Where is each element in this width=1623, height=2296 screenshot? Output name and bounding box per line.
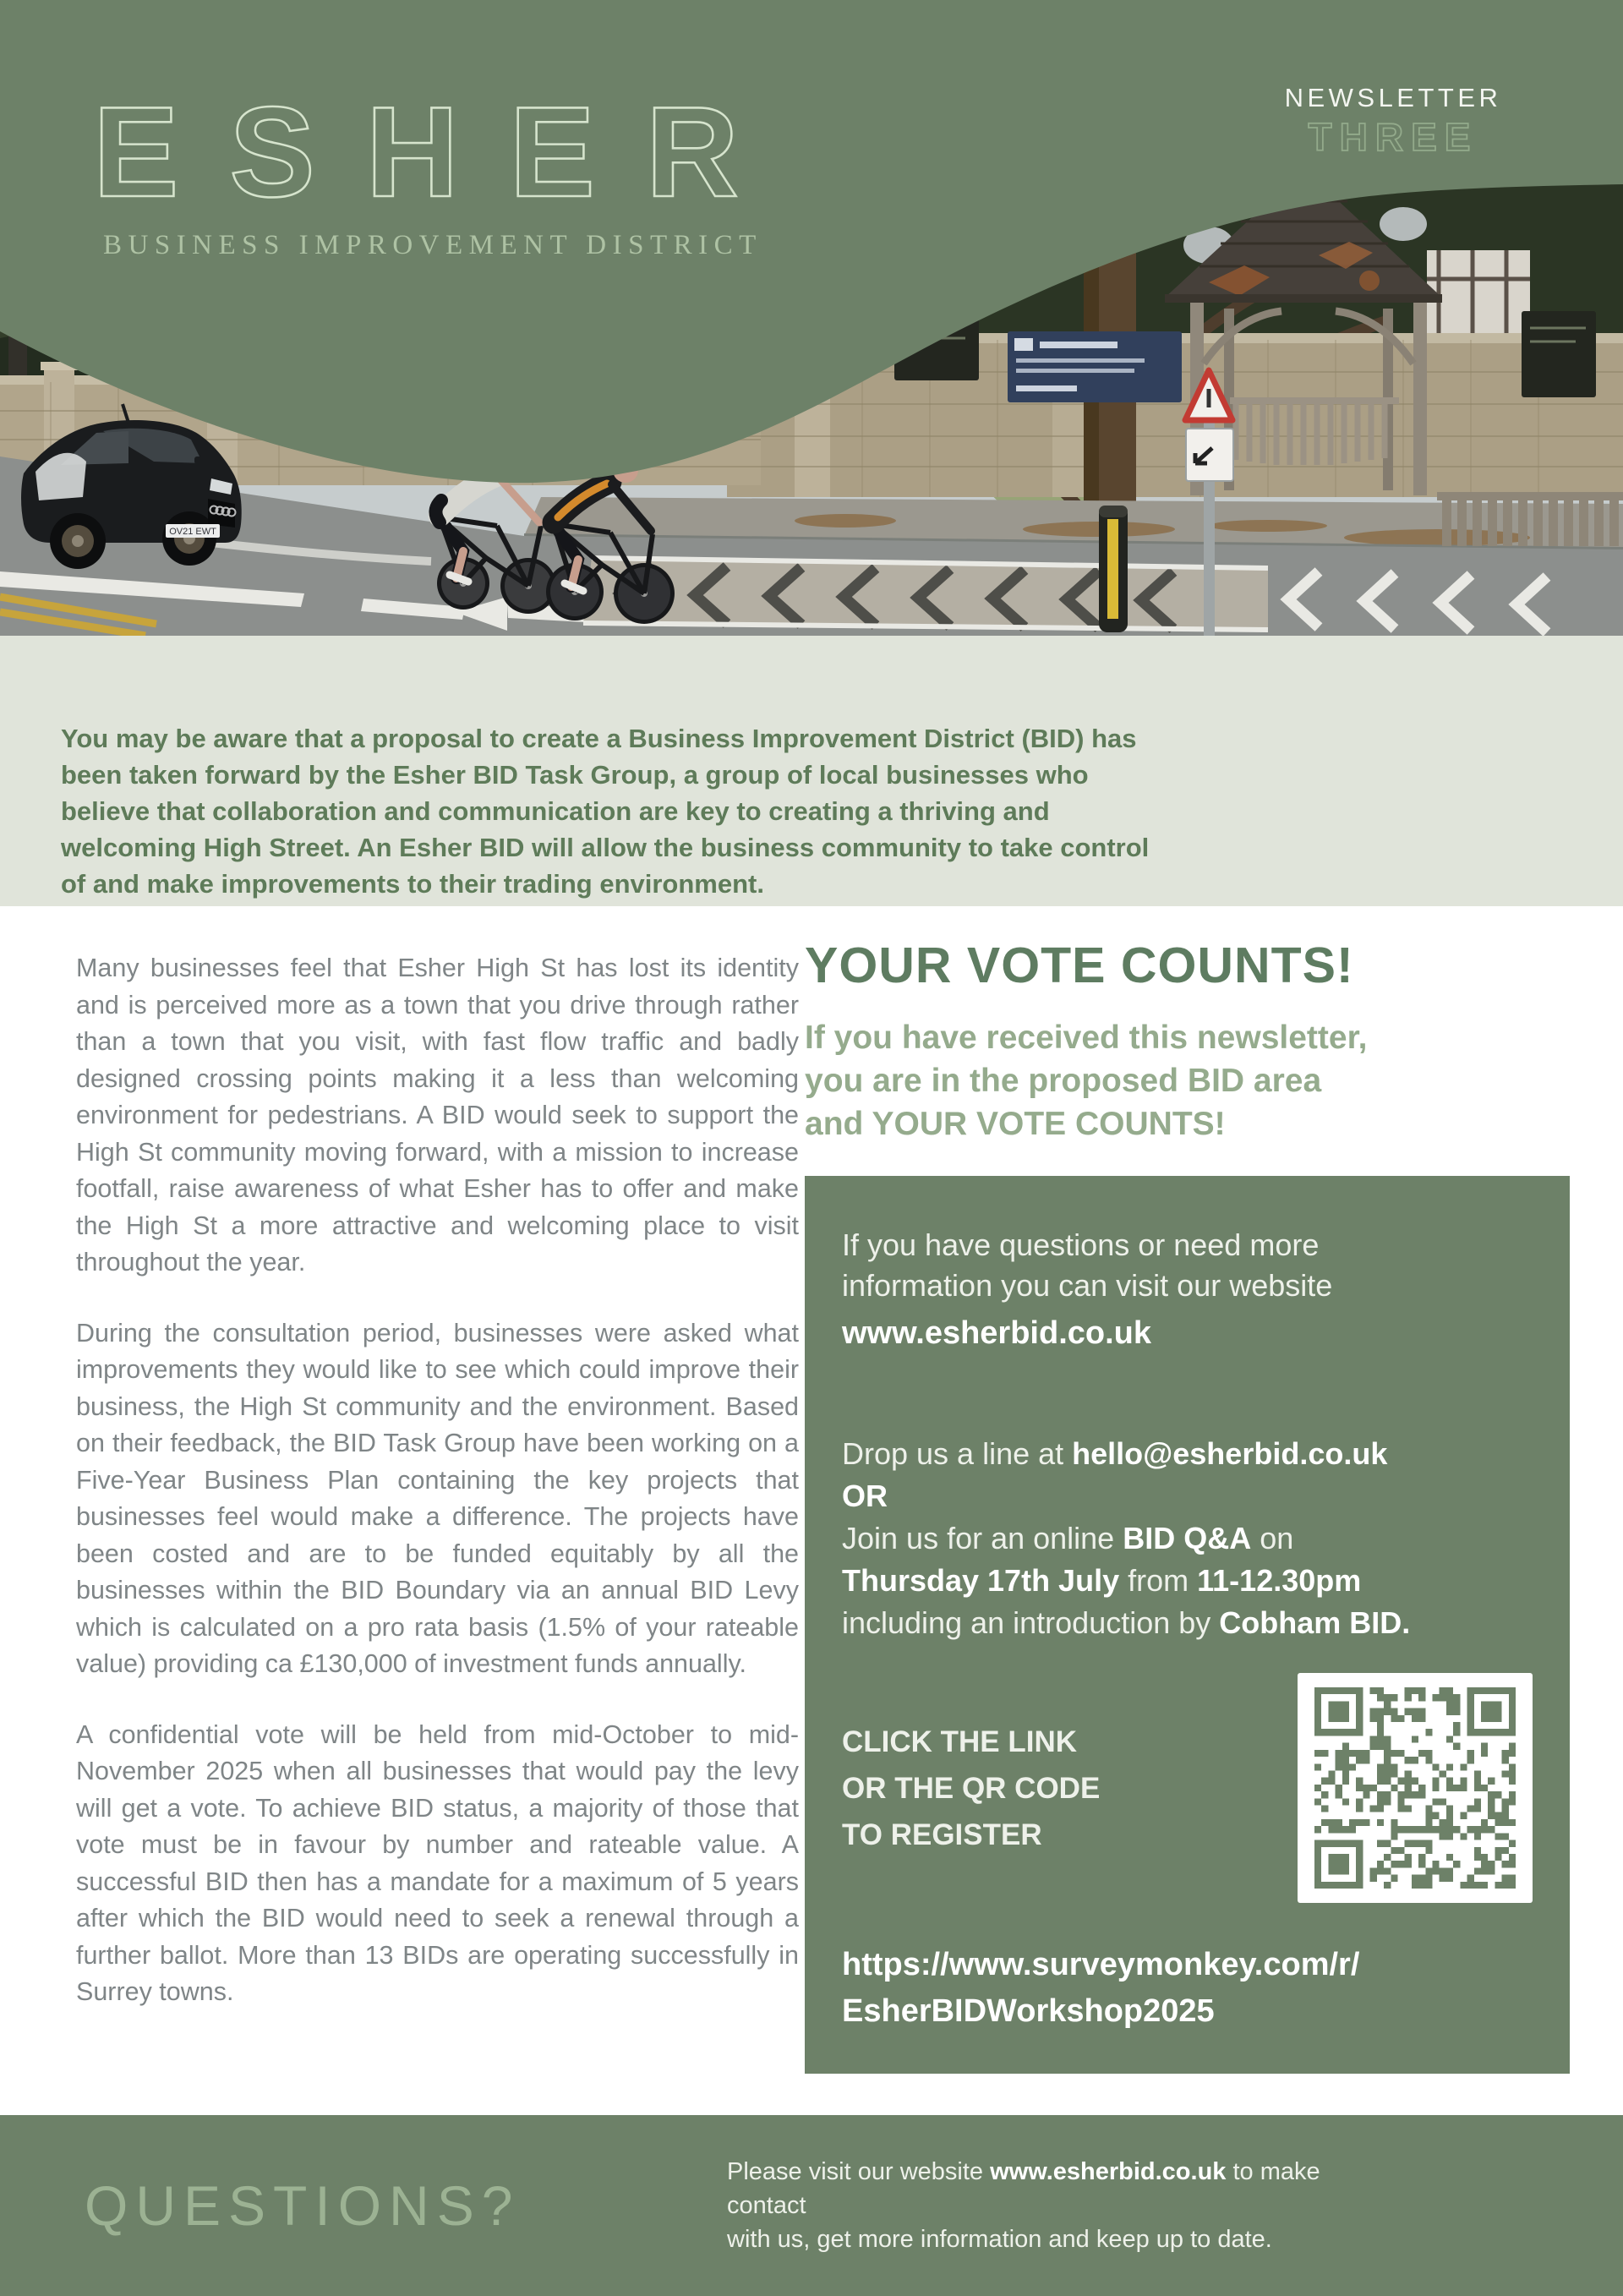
- main-content: [0, 906, 1623, 2115]
- register-row: [842, 1673, 1533, 1903]
- or-label: OR: [842, 1479, 888, 1513]
- email-line: [842, 1433, 1533, 1475]
- vote-subheading-line: If you have received this newsletter,: [805, 1020, 1368, 1056]
- register-cta-line: CLICK THE LINK: [842, 1725, 1078, 1758]
- survey-url-line: https://www.surveymonkey.com/r/: [842, 1947, 1360, 1982]
- article-column: [76, 950, 799, 2045]
- register-cta: [842, 1719, 1269, 1858]
- event-time: 11-12.30pm: [1197, 1563, 1362, 1598]
- questions-heading: QUESTIONS?: [85, 2174, 521, 2237]
- vote-column: [805, 937, 1570, 2074]
- email-line-prefix: Drop us a line at: [842, 1436, 1073, 1471]
- event-date: Thursday 17th July: [842, 1563, 1120, 1598]
- info-box: [805, 1176, 1570, 2074]
- contact-block: [842, 1433, 1533, 1644]
- intro-band: [0, 636, 1623, 906]
- qa-label: BID Q&A: [1123, 1521, 1252, 1555]
- banner-sign: [1008, 331, 1182, 402]
- paragraph-3: A confidential vote will be held from mid-October to mid-November 2025 when all businesses that would pay the levy will get a vote. To achieve BID status, a majority of those that vote must be in favour by number and rateable value. A successful BID then has a mandate for a maximum of 5 years after which the BID would need to seek a renewal through a further ballot. More than 13 BIDs are operating successfully in Surrey towns.: [76, 1719, 799, 2006]
- newsletter-label: NEWSLETTER: [1284, 83, 1502, 112]
- website-link[interactable]: www.esherbid.co.uk: [842, 1315, 1152, 1351]
- qa-line: Join us for an online BID Q&A on: [842, 1521, 1294, 1555]
- register-cta-line: OR THE QR CODE: [842, 1771, 1101, 1805]
- header: [0, 0, 1623, 636]
- date-line: Thursday 17th July from 11-12.30pm: [842, 1563, 1362, 1598]
- questions-text: [842, 1225, 1533, 1353]
- survey-url[interactable]: [842, 1942, 1533, 2035]
- footer-text: Please visit our website www.esherbid.co.uk to make contact with us, get more information and keep up to date.: [727, 2158, 1320, 2253]
- qr-code[interactable]: [1298, 1673, 1533, 1903]
- esher-logo-text: ESHER: [93, 80, 790, 219]
- newsletter-number: THREE: [1308, 115, 1478, 159]
- bollard: [1099, 506, 1128, 632]
- newsletter-badge: [1283, 83, 1503, 165]
- license-plate: OV21 EWT: [169, 527, 216, 537]
- footer: [0, 2115, 1623, 2296]
- survey-url-line: EsherBIDWorkshop2025: [842, 1993, 1215, 2029]
- register-cta-line: TO REGISTER: [842, 1818, 1042, 1851]
- logo-tagline: BUSINESS IMPROVEMENT DISTRICT: [103, 230, 762, 260]
- cobham-line: including an introduction by Cobham BID.: [842, 1605, 1411, 1640]
- vote-subheading-line: and YOUR VOTE COUNTS!: [805, 1106, 1226, 1142]
- esher-logo: [93, 71, 854, 223]
- vote-subheading: [805, 1016, 1570, 1145]
- email-link[interactable]: hello@esherbid.co.uk: [1072, 1436, 1388, 1471]
- paragraph-2: During the consultation period, businesses were asked what improvements they would like to see which could improve their business, the High St community and the environment. Based on their feedback, the BID Task Group have been working on a Five-Year Business Plan containing the key projects that businesses feel would make a difference. The projects have been costed and are to be funded equitably by all the businesses within the BID Boundary via an annual BID Levy which is calculated on a pro rata basis (1.5% of your rateable value) providing ca £130,000 of investment funds annually.: [76, 1318, 799, 1678]
- vote-subheading-line: you are in the proposed BID area: [805, 1063, 1322, 1099]
- footer-website-link[interactable]: www.esherbid.co.uk: [990, 2158, 1227, 2185]
- cobham-label: Cobham BID.: [1219, 1605, 1411, 1640]
- questions-text-line: information you can visit our website: [842, 1268, 1333, 1303]
- vote-heading: YOUR VOTE COUNTS!: [805, 938, 1354, 993]
- questions-text-line: If you have questions or need more: [842, 1227, 1320, 1262]
- intro-text: You may be aware that a proposal to create a Business Improvement District (BID) has been taken forward by the Esher BID Task Group, a group of local businesses who believe that collaboration and communication are key to creating a thriving and welcoming High Street. An Esher BID will allow the business community to take control of and make improvements to their trading environment.: [61, 724, 1150, 899]
- paragraph-1: Many businesses feel that Esher High St has lost its identity and is perceived more as a town that you drive through rather than a town that you visit, with fast flow traffic and badly designed crossing points making it a less than welcoming environment for pedestrians. A BID would seek to support the High St community moving forward, with a mission to increase footfall, raise awareness of what Esher has to offer and make the High St a more attractive and welcoming place to visit throughout the year.: [76, 954, 799, 1276]
